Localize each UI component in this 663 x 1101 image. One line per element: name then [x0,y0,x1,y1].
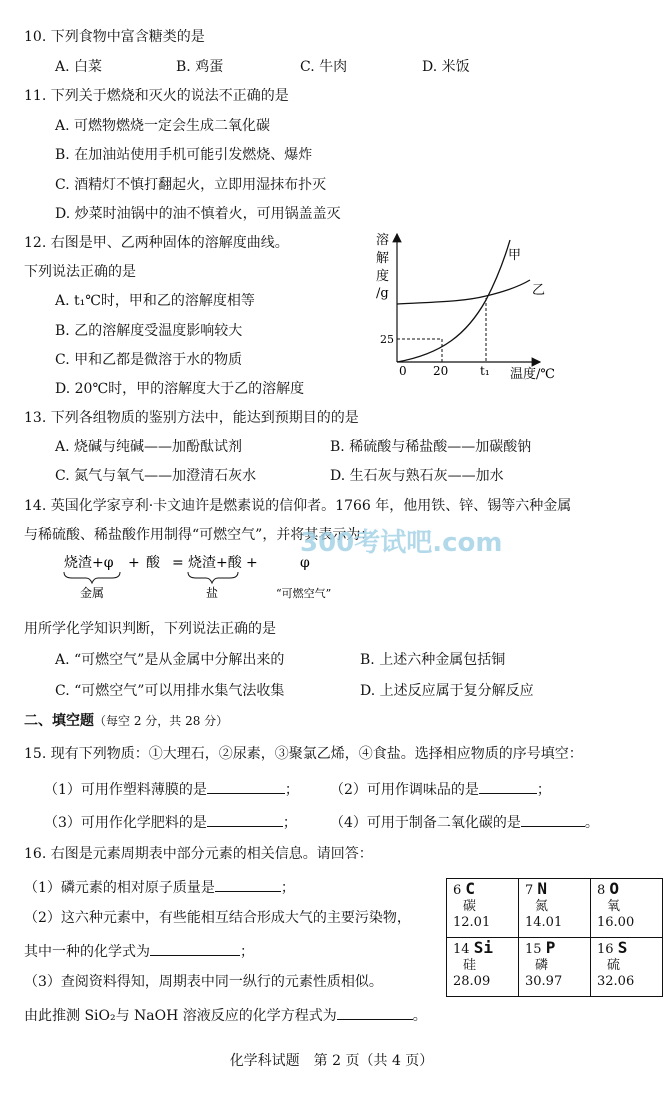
eq-acid: 酸 [146,555,160,571]
element-name: 硫 [607,958,621,973]
element-mass: 30.97 [525,974,563,989]
tick-20: 20 [433,364,449,378]
q10-option-c: C. 牛肉 [300,59,348,75]
q12-option-b: B. 乙的溶解度受温度影响较大 [55,323,243,339]
q14-option-b: B. 上述六种金属包括铜 [360,652,506,668]
q15-part4 [330,812,599,832]
q15-answer-blank-3[interactable] [207,812,283,827]
q16-part3: （3）查阅资料得知，周期表中同一纵行的元素性质相似。 [24,974,383,990]
q13-option-d: D. 生石灰与熟石灰——加水 [330,468,504,484]
element-symbol: P [545,938,556,957]
q16-answer-blank-3[interactable] [337,1005,413,1020]
element-mass: 14.01 [525,915,563,930]
curve-yi [397,280,530,304]
element-name: 硅 [463,958,477,973]
q15-semicolon-2: ； [536,782,551,798]
q10-option-a: A. 白菜 [55,59,103,75]
element-cell-n [519,879,591,938]
q16-part3b [24,1005,427,1025]
q14-prompt: 用所学化学知识判断，下列说法正确的是 [24,621,276,637]
q13-stem: 13. 下列各组物质的鉴别方法中，能达到预期目的的是 [24,410,359,426]
eq-plus2: + [246,555,258,571]
brace-label-metal: 金属 [80,586,105,600]
q16-answer-blank-2[interactable] [150,941,240,956]
q16-semicolon-1: ； [280,880,295,896]
q16-semicolon-2: ； [240,944,254,960]
y-label-2: 解 [376,251,390,266]
brace-salt [188,572,238,583]
q15-part2-text: （2）可用作调味品的是 [330,782,479,798]
section2-note: （每空 2 分，共 28 分） [94,714,229,728]
brace-label-gas: “可燃空气” [276,587,332,600]
eq-left: 烧渣+φ [64,555,114,571]
element-cell-s [591,938,663,997]
q12-option-c: C. 甲和乙都是微溶于水的物质 [55,352,243,368]
element-number: 8 [597,883,606,898]
q15-answer-blank-2[interactable] [479,779,537,794]
y-label-3: 度 [376,269,390,284]
q14-line1: 14. 英国化学家亨利·卡文迪许是燃素说的信仰者。1766 年，他用铁、锌、锡等六种金属 [24,498,572,514]
q12-stem: 12. 右图是甲、乙两种固体的溶解度曲线。 [24,235,289,251]
brace-metal [64,572,120,583]
element-number: 16 [597,942,614,957]
q15-part1-text: （1）可用作塑料薄膜的是 [44,782,207,798]
q16-period: 。 [412,1008,427,1024]
q15-semicolon-1: ； [284,782,299,798]
element-number: 14 [453,942,470,957]
q16-part1 [24,877,295,897]
q16-part3b-text: 由此推测 SiO₂与 NaOH 溶液反应的化学方程式为 [24,1008,337,1024]
q14-equation [60,550,360,602]
q15-part3 [44,812,297,832]
watermark-logo: 300考试吧.com [300,528,503,558]
q16-part2: （2）这六种元素中，有些能相互结合形成大气的主要污染物， [24,910,411,926]
q15-part2 [330,779,551,799]
q16-stem: 16. 右图是元素周期表中部分元素的相关信息。请回答： [24,846,373,862]
q11-option-d: D. 炒菜时油锅中的油不慎着火，可用锅盖盖灭 [55,206,341,222]
eq-equals: = [172,555,184,571]
element-mass: 16.00 [597,915,635,930]
q12-option-d: D. 20℃时，甲的溶解度大于乙的溶解度 [55,381,305,397]
element-symbol: C [465,879,476,898]
q14-option-a: A. “可燃空气”是从金属中分解出来的 [55,652,285,668]
brace-label-salt: 盐 [206,586,219,600]
solubility-graph [372,222,572,384]
element-symbol: N [537,879,548,898]
page-footer: 化学科试题 第 2 页（共 4 页） [229,1053,434,1069]
label-yi: 乙 [532,283,546,298]
element-number: 7 [525,883,534,898]
section2-title: 二、填空题 [24,713,94,729]
element-mass: 28.09 [453,974,491,989]
q16-part2b [24,941,254,961]
section2-heading [24,712,228,730]
eq-mid: 烧渣+酸 [188,555,242,571]
element-symbol: Si [473,938,493,957]
q16-part1-text: （1）磷元素的相对原子质量是 [24,880,215,896]
q13-option-c: C. 氮气与氧气——加澄清石灰水 [55,468,257,484]
q10-option-d: D. 米饭 [422,59,470,75]
q15-part3-text: （3）可用作化学肥料的是 [44,815,207,831]
tick-t1: t₁ [480,364,490,378]
element-number: 6 [453,883,462,898]
q13-option-b: B. 稀硫酸与稀盐酸——加碳酸钠 [330,439,532,455]
q11-option-b: B. 在加油站使用手机可能引发燃烧、爆炸 [55,147,313,163]
periodic-row-2 [447,938,663,997]
element-name: 磷 [535,958,549,973]
q14-line2: 与稀硫酸、稀盐酸作用制得“可燃空气”，并将其表示为： [24,527,375,543]
element-mass: 12.01 [453,915,491,930]
eq-phi: φ [300,555,310,571]
element-name: 氧 [607,899,621,914]
q12-option-a: A. t₁℃时，甲和乙的溶解度相等 [55,293,255,309]
q15-stem: 15. 现有下列物质：①大理石，②尿素，③聚氯乙烯，④食盐。选择相应物质的序号填空： [24,746,583,762]
element-cell-c [447,879,519,938]
q15-part1 [44,779,299,799]
element-mass: 32.06 [597,974,635,989]
q10-option-b: B. 鸡蛋 [176,59,224,75]
q15-answer-blank-1[interactable] [207,779,285,794]
q11-option-a: A. 可燃物燃烧一定会生成二氧化碳 [55,118,271,134]
q14-option-d: D. 上述反应属于复分解反应 [360,683,534,699]
tick-0: 0 [399,364,407,378]
element-symbol: O [609,879,620,898]
element-cell-p [519,938,591,997]
element-name: 碳 [463,899,477,914]
q15-semicolon-3: ； [282,815,297,831]
periodic-row-1 [447,879,663,938]
q15-part4-text: （4）可用于制备二氧化碳的是 [330,815,521,831]
eq-plus1: + [128,555,140,571]
q13-option-a: A. 烧碱与纯碱——加酚酞试剂 [55,439,243,455]
q14-option-c: C. “可燃空气”可以用排水集气法收集 [55,683,285,699]
q15-period: 。 [584,815,599,831]
label-jia: 甲 [508,248,522,263]
q11-option-c: C. 酒精灯不慎打翻起火，立即用湿抹布扑灭 [55,177,327,193]
element-symbol: S [617,938,628,957]
periodic-table-excerpt [446,878,663,997]
element-cell-si [447,938,519,997]
element-number: 15 [525,942,542,957]
q16-answer-blank-1[interactable] [215,877,281,892]
q12-stem2: 下列说法正确的是 [24,264,136,280]
q16-part2b-text: 其中一种的化学式为 [24,944,150,960]
q15-answer-blank-4[interactable] [521,812,585,827]
q10-stem: 10. 下列食物中富含糖类的是 [24,29,205,45]
element-cell-o [591,879,663,938]
q11-stem: 11. 下列关于燃烧和灭火的说法不正确的是 [24,88,289,104]
element-name: 氮 [535,899,549,914]
tick-25: 25 [380,333,394,346]
y-label-4: /g [376,286,389,301]
y-label-1: 溶 [376,233,390,248]
x-label: 温度/℃ [510,367,555,382]
